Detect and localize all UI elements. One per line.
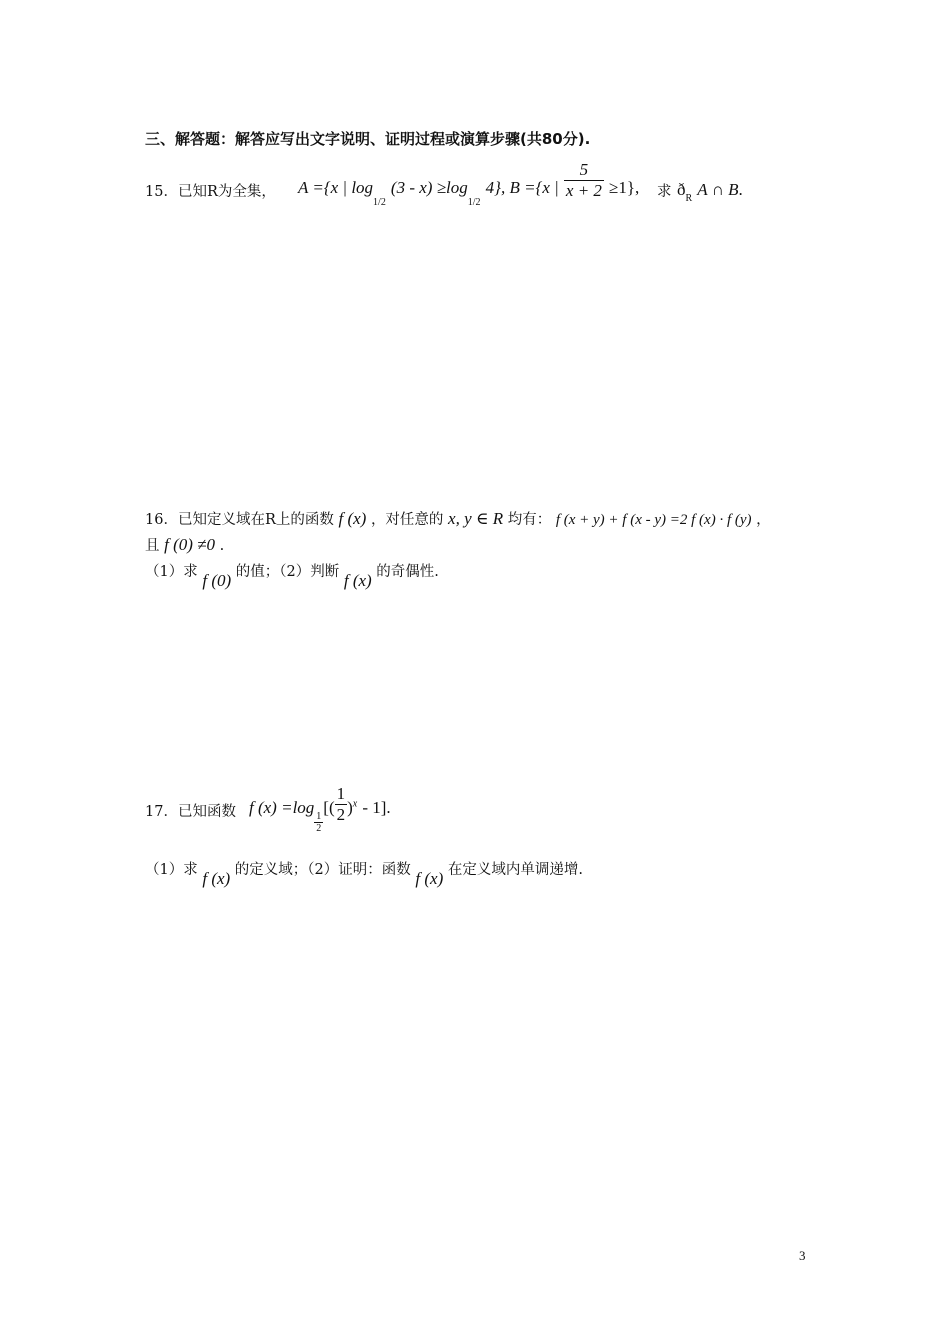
q15-log-base-2: 1/2: [467, 197, 481, 208]
q16-xy: x, y ∈ R: [448, 509, 504, 528]
q16-line2-a: 且: [145, 538, 160, 554]
q17-frac-num: 1: [336, 784, 346, 803]
q17-exponent: x: [352, 798, 358, 810]
q17-base-num: 1: [316, 811, 322, 822]
q15-result-expr: A ∩ B: [697, 180, 739, 199]
q15-result: [677, 180, 743, 204]
q16-line1-c: 均有：: [507, 512, 552, 528]
q17-part1-c: 在定义域内单调递增.: [447, 862, 583, 878]
q17-fx: f (x): [202, 869, 231, 888]
complement-sub: R: [685, 193, 693, 204]
q17-base-den: 2: [316, 823, 322, 834]
q16-part1-c: 的奇偶性.: [376, 564, 439, 580]
q16-equation: f (x + y) + f (x - y) =2 f (x) · f (y): [555, 512, 752, 528]
q16-line2-b: .: [219, 538, 225, 554]
complement-symbol: ð: [677, 180, 686, 199]
q17-eq-a: f (x) =log: [249, 798, 315, 817]
q16-line1-b: ，对任意的: [370, 512, 444, 528]
page-number: 3: [799, 1248, 806, 1263]
q16-condition: f (0) ≠0: [164, 535, 215, 554]
q16-parts: [145, 560, 439, 590]
q16-fx: f (x): [338, 509, 367, 528]
q15-lead: 15．已知R为全集，: [145, 184, 276, 200]
q17-frac-den: 2: [336, 805, 346, 824]
q16-f0: f (0): [202, 571, 232, 590]
q17-formula: [249, 784, 391, 834]
q17-log-base: [314, 811, 323, 834]
q16-part1-a: （1）求: [145, 564, 198, 580]
q16-line2: [145, 534, 224, 555]
q16-line1-d: ，: [756, 512, 771, 528]
q15-end: .: [738, 180, 743, 199]
q15-ask: 求: [657, 184, 672, 200]
q16-part1-b: 的值；（2）判断: [235, 564, 340, 580]
q17-part1-b: 的定义域；（2）证明：函数: [234, 862, 411, 878]
q17-eq-c: - 1]: [362, 798, 387, 817]
q17-parts: [145, 858, 583, 888]
q15-formula: [298, 160, 640, 208]
q15-frac-den: x + 2: [565, 181, 602, 200]
q16-line1: [145, 508, 771, 529]
q15-log-base-1: 1/2: [373, 197, 386, 208]
q17-lead: 17．已知函数: [145, 804, 236, 820]
q15-arg-a2: 4}, B ={x |: [485, 178, 559, 197]
q17-end: .: [386, 798, 391, 817]
q15-arg-a: (3 - x) ≥log: [390, 178, 468, 197]
q17-part1-a: （1）求: [145, 862, 198, 878]
section-title: 三、解答题：解答应写出文字说明、证明过程或演算步骤(共80分).: [145, 130, 591, 148]
q15-fraction: [564, 160, 604, 201]
q15-set-a: A ={x | log: [298, 178, 374, 197]
q17-eq-b: [(: [323, 798, 335, 817]
q17-fraction: [335, 784, 348, 825]
q17-fx2: f (x): [415, 869, 444, 888]
q16-line1-a: 16．已知定义域在R上的函数: [145, 512, 334, 528]
q16-fx2: f (x): [343, 571, 372, 590]
q15-tail: ≥1},: [609, 178, 640, 197]
q17-close-paren: ): [347, 798, 353, 817]
q15-frac-num: 5: [579, 160, 589, 179]
